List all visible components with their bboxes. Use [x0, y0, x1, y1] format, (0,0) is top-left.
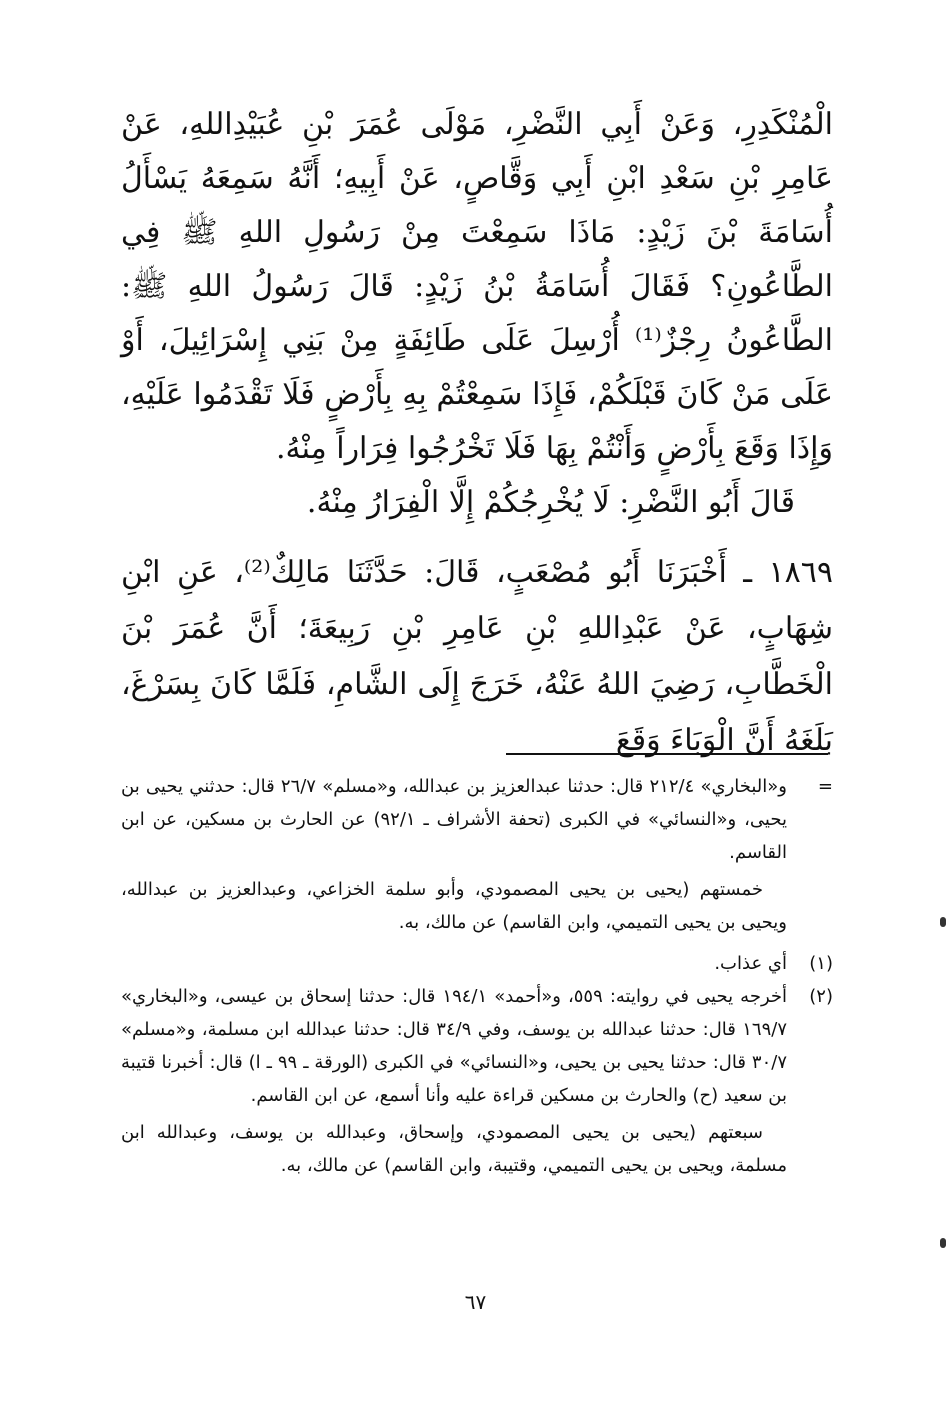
footnote-2 [121, 980, 833, 1112]
footnote-continuation-summary: خمستهم (يحيى بن يحيى المصمودي، وأبو سلمة الخزاعي، وعبدالعزيز بن عبدالله، ويحيى بن يحيى التميمي، وابن القاسم) عن مالك، به. [121, 879, 787, 933]
footnote-1-text: أي عذاب. [714, 953, 787, 974]
continuation-marker: = [817, 776, 833, 797]
footnote-continuation-text: و«البخاري» ٢١٢/٤ قال: حدثنا عبدالعزيز بن عبدالله، و«مسلم» ٢٦/٧ قال: حدثني يحيى بن يحيى، و«النسائي» في الكبرى (تحفة الأشراف ـ ٩٢/١) عن الحارث بن مسكين، عن ابن القاسم. [121, 776, 787, 863]
footnote-separator [506, 753, 828, 755]
footnote-2-marker: (٢) [809, 986, 833, 1007]
scan-speck [940, 1238, 946, 1248]
abu-nadr-statement: قَالَ أَبُو النَّضْرِ: لَا يُخْرِجُكُمْ إِلَّا الْفِرَارُ مِنْهُ. [306, 485, 795, 520]
hadith-1869-block [121, 545, 833, 769]
hadith-text: ـ أَخْبَرَنَا أَبُو مُصْعَبٍ، قَالَ: حَدَّثَنَا مَالِكٌ⁽²⁾، عَنِ ابْنِ شِهَابٍ، عَنْ عَبْدِاللهِ بْنِ عَامِرِ بْنِ رَبِيعَةَ؛ أَنَّ عُمَرَ بْنَ الْخَطَّابِ، رَضِيَ اللهُ عَنْهُ، خَرَجَ إِلَى الشَّامِ، فَلَمَّا كَانَ بِسَرْغَ، بَلَغَهُ أَنَّ الْوَبَاءَ وَقَعَ [121, 555, 833, 758]
hadith-number: ١٨٦٩ [768, 555, 833, 590]
footnote-1-marker: (١) [809, 953, 833, 974]
page-number: ٦٧ [464, 1290, 487, 1314]
main-text-block [121, 98, 833, 530]
hadith-paragraph [121, 545, 833, 769]
footnote-continuation [121, 770, 833, 869]
hadith-continuation-paragraph: الْمُنْكَدِرِ، وَعَنْ أَبِي النَّضْرِ، مَوْلَى عُمَرَ بْنِ عُبَيْدِاللهِ، عَنْ عَامِرِ بْنِ سَعْدِ ابْنِ أَبِي وَقَّاصٍ، عَنْ أَبِيهِ؛ أَنَّهُ سَمِعَهُ يَسْأَلُ أُسَامَةَ بْنَ زَيْدٍ: مَاذَا سَمِعْتَ مِنْ رَسُولِ اللهِ ﷺ فِي الطَّاعُونِ؟ فَقَالَ أُسَامَةُ بْنُ زَيْدٍ: قَالَ رَسُولُ اللهِ ﷺ: الطَّاعُونُ رِجْزٌ⁽¹⁾ أُرْسِلَ عَلَى طَائِفَةٍ مِنْ بَنِي إِسْرَائِيلَ، أَوْ عَلَى مَنْ كَانَ قَبْلَكُمْ، فَإِذَا سَمِعْتُمْ بِهِ بِأَرْضٍ فَلَا تَقْدَمُوا عَلَيْهِ، وَإِذَا وَقَعَ بِأَرْضٍ وَأَنْتُمْ بِهَا فَلَا تَخْرُجُوا فِرَاراً مِنْهُ. [121, 107, 833, 466]
footnote-2-text: أخرجه يحيى في روايته: ٥٥٩، و«أحمد» ١٩٤/١ قال: حدثنا إسحاق بن عيسى، و«البخاري» ١٦٩/٧ قال: حدثنا عبدالله بن يوسف، وفي ٣٤/٩ قال: حدثنا عبدالله ابن مسلمة، و«مسلم» ٣٠/٧ قال: حدثنا يحيى بن يحيى، و«النسائي» في الكبرى (الورقة ـ ٩٩ ـ ا) قال: أخبرنا قتيبة بن سعيد (ح) والحارث بن مسكين قراءة عليه وأنا أسمع، عن ابن القاسم. [121, 986, 788, 1106]
footnote-2-summary: سبعتهم (يحيى بن يحيى المصمودي، وإسحاق، وعبدالله بن يوسف، وعبدالله ابن مسلمة، ويحيى بن يحيى التميمي، وقتيبة، وابن القاسم) عن مالك، به. [121, 1122, 787, 1176]
footnote-1 [121, 947, 833, 980]
scan-speck [940, 917, 946, 927]
footnotes-block [121, 770, 833, 1182]
